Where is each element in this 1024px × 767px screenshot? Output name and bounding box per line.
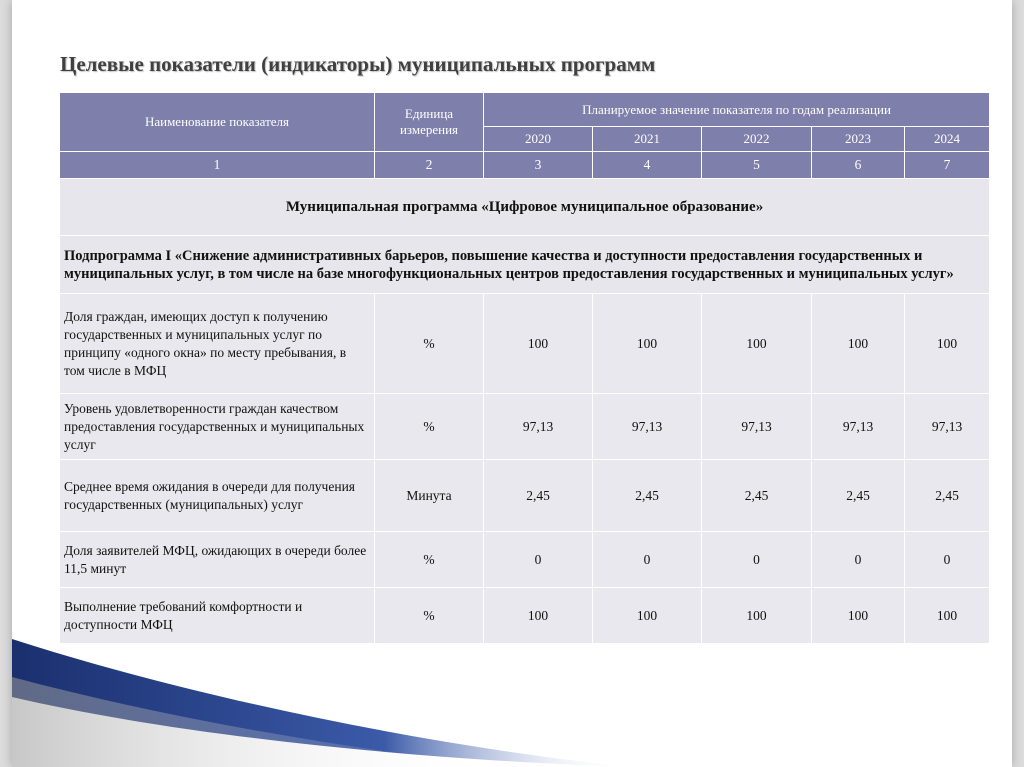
value-cell: 100 <box>593 588 702 644</box>
year-cell: 2022 <box>702 127 812 152</box>
indicator-name: Выполнение требований комфортности и доступности МФЦ <box>60 588 375 644</box>
table-row <box>60 294 990 394</box>
value-cell: 97,13 <box>812 394 905 460</box>
value-cell: 100 <box>905 294 990 394</box>
program-title: Муниципальная программа «Цифровое муниципальное образование» <box>60 179 990 236</box>
col-number: 6 <box>812 152 905 179</box>
col-number: 1 <box>60 152 375 179</box>
decorative-swoosh <box>12 637 632 767</box>
indicators-table <box>59 92 990 644</box>
value-cell: 0 <box>593 532 702 588</box>
value-cell: 0 <box>905 532 990 588</box>
value-cell: 2,45 <box>593 460 702 532</box>
table-row <box>60 394 990 460</box>
value-cell: 2,45 <box>905 460 990 532</box>
indicator-unit: % <box>375 394 484 460</box>
value-cell: 100 <box>484 588 593 644</box>
value-cell: 100 <box>905 588 990 644</box>
value-cell: 2,45 <box>702 460 812 532</box>
value-cell: 0 <box>484 532 593 588</box>
value-cell: 100 <box>812 588 905 644</box>
value-cell: 100 <box>812 294 905 394</box>
header-name: Наименование показателя <box>60 93 375 152</box>
value-cell: 97,13 <box>593 394 702 460</box>
program-row <box>60 179 990 236</box>
subprogram-title: Подпрограмма I «Снижение административных барьеров, повышение качества и доступности предоставления государственных и муниципальных услуг, в том числе на базе многофункциональных центров предоставления государственных и муниципальных услуг» <box>60 236 990 294</box>
indicator-unit: % <box>375 532 484 588</box>
slide <box>12 0 1012 767</box>
year-cell: 2023 <box>812 127 905 152</box>
year-cell: 2021 <box>593 127 702 152</box>
subprogram-row <box>60 236 990 294</box>
value-cell: 97,13 <box>905 394 990 460</box>
col-number: 2 <box>375 152 484 179</box>
value-cell: 97,13 <box>702 394 812 460</box>
slide-title: Целевые показатели (индикаторы) муниципальных программ <box>60 52 656 76</box>
value-cell: 0 <box>812 532 905 588</box>
value-cell: 97,13 <box>484 394 593 460</box>
value-cell: 100 <box>484 294 593 394</box>
year-cell: 2020 <box>484 127 593 152</box>
table-row <box>60 460 990 532</box>
value-cell: 100 <box>702 294 812 394</box>
header-plan: Планируемое значение показателя по годам реализации <box>484 93 990 127</box>
value-cell: 100 <box>702 588 812 644</box>
col-number: 7 <box>905 152 990 179</box>
indicator-name: Доля заявителей МФЦ, ожидающих в очереди более 11,5 минут <box>60 532 375 588</box>
table-row <box>60 588 990 644</box>
indicator-name: Среднее время ожидания в очереди для получения государственных (муниципальных) услуг <box>60 460 375 532</box>
indicator-unit: Минута <box>375 460 484 532</box>
year-cell: 2024 <box>905 127 990 152</box>
value-cell: 2,45 <box>812 460 905 532</box>
value-cell: 2,45 <box>484 460 593 532</box>
indicator-unit: % <box>375 294 484 394</box>
indicator-unit: % <box>375 588 484 644</box>
indicator-name: Уровень удовлетворенности граждан качеством предоставления государственных и муниципальных услуг <box>60 394 375 460</box>
header-row <box>60 93 990 127</box>
value-cell: 0 <box>702 532 812 588</box>
col-number: 5 <box>702 152 812 179</box>
value-cell: 100 <box>593 294 702 394</box>
indicator-name: Доля граждан, имеющих доступ к получению государственных и муниципальных услуг по принципу «одного окна» по месту пребывания, в том числе в МФЦ <box>60 294 375 394</box>
col-number: 4 <box>593 152 702 179</box>
column-numbers-row <box>60 152 990 179</box>
col-number: 3 <box>484 152 593 179</box>
header-unit: Единица измерения <box>375 93 484 152</box>
table-row <box>60 532 990 588</box>
